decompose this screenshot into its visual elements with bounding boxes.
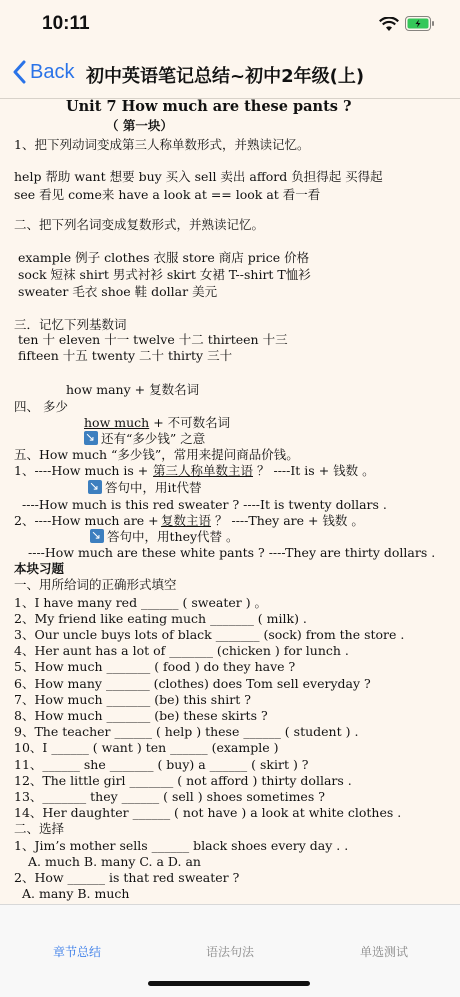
doc-line: ten 十 eleven 十一 twelve 十二 thirteen 十三	[18, 332, 288, 347]
doc-line: 2、My friend like eating much _______ ( milk) .	[14, 611, 307, 626]
doc-line: 5、How much _______ ( food ) do they have ?	[14, 659, 296, 674]
doc-line: 二、选择	[14, 821, 65, 836]
chevron-left-icon	[12, 60, 26, 84]
doc-line: 1、把下列动词变成第三人称单数形式，并熟读记忆。	[14, 137, 310, 152]
document-content[interactable]	[0, 99, 460, 904]
tab-chapter-summary[interactable]: 章节总结	[53, 945, 102, 959]
status-time: 10:11	[42, 13, 90, 34]
how-much-underlined: how much	[84, 415, 150, 430]
doc-line: 4、Her aunt has a lot of _______ (chicken ) for lunch .	[14, 643, 349, 658]
doc-line: 13、_______ they ______ ( sell ) shoes sometimes ?	[14, 789, 325, 804]
answer-it-line	[88, 480, 202, 496]
arrow-icon	[88, 480, 102, 494]
doc-line: 一、用所给词的正确形式填空	[14, 577, 177, 592]
doc-line: 1、Jim’s mother sells ______ black shoes every day . .	[14, 838, 349, 853]
nav-bar	[0, 50, 460, 99]
tab-grammar[interactable]: 语法句法	[206, 945, 255, 959]
plural-subject: 复数主语	[161, 513, 212, 528]
third-person-subject: 第三人称单数主语	[153, 463, 254, 478]
doc-line: 五、How much “多少钱”，常用来提问商品价钱。	[14, 447, 299, 462]
doc-line: 9、The teacher ______ ( help ) these ______ ( student ) .	[14, 724, 359, 739]
doc-line: 10、I ______ ( want ) ten ______ (example )	[14, 740, 279, 755]
how-much-rest: + 不可数名词	[153, 415, 231, 430]
status-bar	[0, 0, 460, 50]
doc-line: sock 短袜 shirt 男式衬衫 skirt 女裙 T--shirt T恤衫	[18, 267, 311, 282]
doc-line: sweater 毛衣 shoe 鞋 dollar 美元	[18, 284, 218, 299]
still-means-text: 还有“多少钱” 之意	[101, 431, 206, 446]
doc-line: 二、把下列名词变成复数形式，并熟读记忆。	[14, 217, 265, 232]
back-button[interactable]	[12, 60, 74, 84]
rule1-line	[153, 463, 375, 479]
doc-line: 1、----How much is +	[14, 463, 149, 478]
doc-line: A. many B. much	[22, 886, 130, 901]
doc-line: 14、Her daughter ______ ( not have ) a look at white clothes .	[14, 805, 402, 820]
doc-line: （ 第一块）	[106, 118, 173, 133]
doc-line: A. much B. many C. a D. an	[28, 854, 201, 869]
arrow-icon	[84, 431, 98, 445]
back-label: Back	[30, 60, 75, 83]
doc-line: fifteen 十五 twenty 二十 thirty 三十	[18, 348, 233, 363]
doc-line: 三．记忆下列基数词	[14, 317, 127, 332]
wifi-icon	[379, 17, 399, 32]
doc-line: 3、Our uncle buys lots of black _______ (sock) from the store .	[14, 627, 405, 642]
doc-line: 1、I have many red ______ ( sweater ) 。	[14, 595, 268, 610]
arrow-icon	[90, 529, 104, 543]
doc-line: 12、The little girl _______ ( not afford ) thirty dollars .	[14, 773, 352, 788]
doc-line: 2、----How much are +	[14, 513, 159, 528]
page-title: 初中英语笔记总结~初中2年级(上)	[86, 66, 365, 87]
answer-they-line	[90, 529, 239, 545]
doc-line: ----How much are these white pants ? ----They are thirty dollars .	[28, 545, 436, 560]
rule2-line	[161, 513, 364, 529]
doc-line: 11、______ she _______ ( buy) a ______ ( skirt ) ?	[14, 757, 309, 772]
how-much-line	[84, 415, 230, 431]
doc-line: how many + 复数名词	[66, 382, 200, 397]
tab-quiz[interactable]: 单选测试	[360, 945, 409, 959]
doc-line: 6、How many _______ (clothes) does Tom sell everyday ?	[14, 676, 371, 691]
doc-line: 7、How much _______ (be) this shirt ?	[14, 692, 251, 707]
rule1-rest: ？ ----It is + 钱数 。	[257, 463, 375, 478]
answer-they-text: 答句中，用they代替 。	[107, 529, 239, 544]
doc-line: help 帮助 want 想要 buy 买入 sell 卖出 afford 负担得起 买得起	[14, 169, 383, 184]
doc-line: 2、How ______ is that red sweater ?	[14, 870, 240, 885]
doc-line: Unit 7 How much are these pants ?	[66, 99, 352, 115]
doc-line: ----How much is this red sweater ? ----It is twenty dollars .	[22, 497, 387, 512]
doc-line: see 看见 come来 have a look at == look at 看一看	[14, 187, 321, 202]
doc-line: 四、 多少	[14, 399, 68, 414]
doc-line: 本块习题	[14, 561, 65, 576]
battery-icon	[405, 16, 435, 31]
answer-it-text: 答句中，用it代替	[105, 480, 202, 495]
doc-line: example 例子 clothes 衣服 store 商店 price 价格	[18, 250, 310, 265]
home-indicator	[148, 981, 310, 986]
still-means-line	[84, 431, 205, 447]
rule2-rest: ？ ----They are + 钱数 。	[215, 513, 364, 528]
doc-line: 8、How much _______ (be) these skirts ?	[14, 708, 268, 723]
